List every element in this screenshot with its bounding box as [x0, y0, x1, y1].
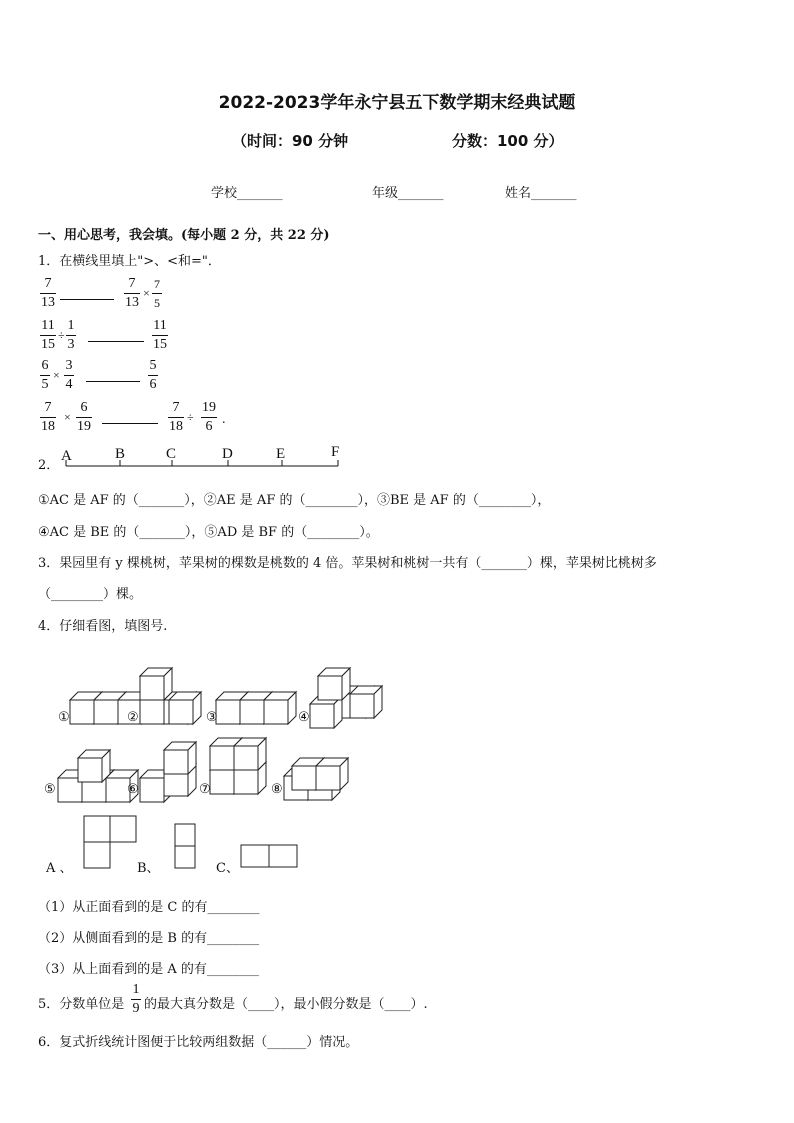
numerator: 6: [41, 358, 49, 373]
option-a-view: [82, 814, 140, 870]
numerator: 3: [65, 358, 73, 373]
numerator: 6: [80, 400, 88, 415]
denominator: 19: [77, 419, 91, 434]
figure-label-3: ③: [206, 710, 218, 725]
figure-4: [310, 668, 382, 728]
point-label-a: A: [61, 448, 72, 464]
denominator: 18: [169, 419, 183, 434]
denominator: 15: [41, 337, 55, 352]
numerator: 11: [153, 318, 167, 333]
fraction: [168, 400, 184, 435]
figure-7: [210, 738, 266, 794]
cube-figures: [40, 660, 400, 805]
question-1-text: 1．在横线里填上">、<和="．: [38, 254, 221, 269]
name-field: 姓名_______: [505, 186, 577, 201]
denominator: 6: [149, 377, 157, 392]
figure-label-1: ①: [58, 710, 70, 725]
option-c-view: [240, 843, 300, 869]
fraction: [201, 400, 217, 435]
point-label-e: E: [276, 446, 286, 462]
point-label-c: C: [166, 446, 177, 462]
question-5-post: 的最大真分数是（____），最小假分数是（____）.: [144, 997, 428, 1012]
figure-label-8: ⑧: [271, 782, 283, 797]
figure-label-5: ⑤: [44, 782, 56, 797]
fraction: [40, 358, 50, 393]
period: .: [222, 412, 226, 427]
denominator: 6: [205, 419, 213, 434]
question-3-line-1: 3．果园里有 y 棵桃树，苹果树的棵数是桃数的 4 倍。苹果树和桃树一共有（_______）棵，苹果树比桃树多: [38, 556, 657, 571]
denominator: 13: [125, 295, 139, 310]
option-b-label: B、: [137, 861, 160, 876]
denominator: 13: [41, 295, 55, 310]
fraction: [40, 276, 56, 311]
operator: ÷: [58, 328, 65, 342]
denominator: 15: [153, 337, 167, 352]
section-heading: 一、用心思考，我会填。(每小题 2 分，共 22 分): [38, 228, 330, 243]
numerator: 1: [67, 318, 75, 333]
answer-blank[interactable]: [88, 341, 144, 342]
numerator: 11: [41, 318, 55, 333]
numerator: 1: [132, 982, 140, 997]
numerator: 7: [172, 400, 180, 415]
operator: ×: [143, 286, 150, 300]
fraction: [66, 318, 76, 353]
figure-2: [140, 668, 201, 724]
denominator: 5: [41, 377, 49, 392]
grade-field: 年级_______: [372, 186, 444, 201]
question-4-sub-3: （3）从上面看到的是 A 的有________: [38, 962, 259, 977]
fraction: [124, 276, 140, 311]
exam-time: （时间：90 分钟: [232, 132, 349, 150]
figure-6: [140, 742, 196, 802]
numerator: 5: [149, 358, 157, 373]
denominator: 4: [65, 377, 73, 392]
operator: ×: [64, 410, 71, 424]
denominator: 3: [67, 337, 75, 352]
denominator: 18: [41, 419, 55, 434]
question-2-line-2: ④AC 是 BE 的（_______），⑤AD 是 BF 的（________）。: [38, 525, 379, 540]
question-2-line-1: ①AC 是 AF 的（_______），②AE 是 AF 的（________），③BE 是 AF 的（________），: [38, 493, 551, 508]
figure-label-2: ②: [127, 710, 139, 725]
figure-5: [58, 750, 138, 802]
exam-score: 分数：100 分）: [452, 132, 564, 150]
question-4-sub-1: （1）从正面看到的是 C 的有________: [38, 900, 260, 915]
figure-8: [284, 758, 348, 800]
option-a-label: A 、: [46, 861, 73, 876]
page-title: 2022-2023学年永宁县五下数学期末经典试题: [218, 93, 576, 113]
question-4-sub-2: （2）从侧面看到的是 B 的有________: [38, 931, 260, 946]
point-label-f: F: [331, 444, 340, 460]
fraction: [64, 358, 74, 393]
question-3-line-2: （________）棵。: [38, 587, 143, 602]
number-line: [60, 444, 350, 474]
operator: ×: [53, 368, 60, 382]
numerator: 7: [154, 277, 160, 291]
answer-blank[interactable]: [60, 299, 114, 300]
numerator: 19: [202, 400, 216, 415]
denominator: 9: [132, 1001, 140, 1016]
fraction: [76, 400, 92, 435]
answer-blank[interactable]: [86, 381, 140, 382]
fraction: [148, 358, 158, 393]
denominator: 5: [154, 296, 160, 310]
figure-label-4: ④: [298, 710, 310, 725]
school-field: 学校_______: [211, 186, 283, 201]
numerator: 7: [44, 276, 52, 291]
figure-label-6: ⑥: [127, 782, 139, 797]
question-6-text: 6．复式折线统计图便于比较两组数据（______）情况。: [38, 1035, 359, 1050]
question-4-text: 4．仔细看图，填图号.: [38, 619, 168, 634]
question-2-number: 2．: [38, 458, 60, 473]
point-label-b: B: [115, 446, 126, 462]
fraction: [152, 276, 162, 311]
point-label-d: D: [222, 446, 233, 462]
option-b-view: [174, 822, 198, 870]
numerator: 7: [44, 400, 52, 415]
figure-label-7: ⑦: [199, 782, 211, 797]
fraction: [131, 982, 141, 1017]
fraction: [152, 318, 168, 353]
numerator: 7: [128, 276, 136, 291]
answer-blank[interactable]: [102, 423, 158, 424]
fraction: [40, 400, 56, 435]
fraction: [40, 318, 56, 353]
question-5-pre: 5．分数单位是: [38, 997, 125, 1012]
figure-3: [216, 692, 296, 724]
option-c-label: C、: [216, 861, 239, 876]
operator: ÷: [187, 410, 194, 424]
